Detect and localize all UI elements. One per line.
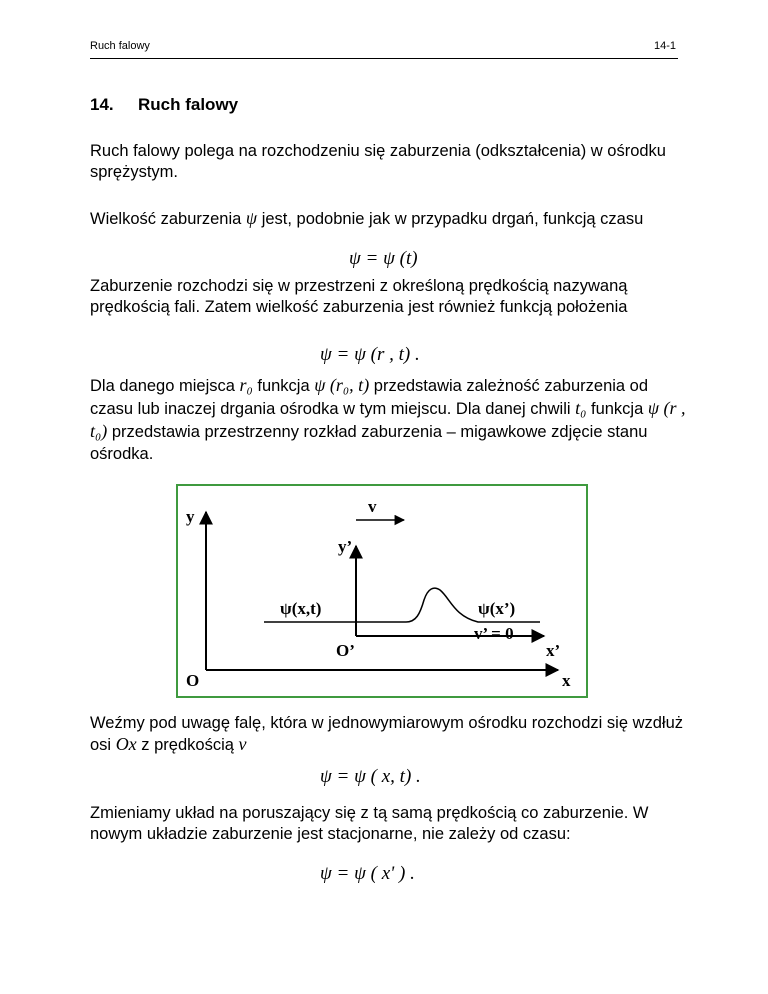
inline-math: v (238, 734, 247, 754)
header-divider (90, 58, 678, 59)
inline-math: t₀ (575, 398, 587, 418)
inline-math: r₀ (239, 375, 253, 395)
paragraph-text: jest, podobnie jak w przypadku drgań, funkcją czasu (261, 210, 644, 228)
paragraph-disturbance-time (90, 208, 690, 230)
paragraph-text: funkcja (591, 400, 644, 418)
label-y: y (186, 507, 195, 526)
paragraph-text: funkcja (257, 377, 310, 395)
inline-math: ψ (r , t₀) (90, 398, 686, 441)
paragraph-text: Dla danego miejsca (90, 377, 235, 395)
label-x: x (562, 671, 571, 690)
wave-diagram (178, 486, 586, 696)
label-o-prime: O’ (336, 641, 355, 660)
inline-math: ψ (r₀, t) (314, 375, 370, 395)
paragraph-intro: Ruch falowy polega na rozchodzeniu się zaburzenia (odkształcenia) w ośrodku sprężystym. (90, 142, 666, 181)
inline-math: ψ (245, 208, 258, 228)
paragraph-moving-frame: Zmieniamy układ na poruszający się z tą samą prędkością co zaburzenie. W nowym układzie zaburzenie jest stacjonarne, nie zależy od czasu: (90, 804, 649, 843)
label-x-prime: x’ (546, 641, 561, 660)
equation-psi-r-t: ψ = ψ (r , t) . (320, 344, 420, 365)
paragraph-text: przedstawia przestrzenny rozkład zaburzenia – migawkowe zdjęcie stanu ośrodka. (90, 423, 648, 463)
label-v-prime: v’ = 0 (474, 624, 514, 643)
section-heading (90, 95, 238, 115)
paragraph-wave-speed: Zaburzenie rozchodzi się w przestrzeni z określoną prędkością nazywaną prędkością fali. Zatem wielkość zaburzenia jest również funkcją położenia (90, 277, 628, 316)
paragraph-one-dimensional-wave (90, 713, 690, 756)
paragraph-text: Weźmy pod uwagę falę, która w jednowymiarowym ośrodku rozchodzi się wzdłuż osi (90, 714, 684, 754)
paragraph-text: przedstawia zależność zaburzenia od czasu lub inaczej drgania ośrodka w tym miejscu. Dla danej chwili (90, 377, 649, 418)
label-y-prime: y’ (338, 537, 353, 556)
equation-psi-x-t: ψ = ψ ( x, t) . (320, 766, 421, 787)
label-o: O (186, 671, 200, 690)
page-number: 14-1 (653, 40, 676, 52)
paragraph-location-time (90, 374, 690, 465)
paragraph-text: z prędkością (141, 736, 234, 754)
wave-frame-figure (176, 484, 588, 698)
inline-math: Ox (115, 734, 137, 754)
running-header-title: Ruch falowy (90, 40, 150, 52)
paragraph-text: Wielkość zaburzenia (90, 210, 242, 228)
label-psi-xt: ψ(x,t) (280, 599, 322, 618)
section-title: Ruch falowy (138, 95, 239, 114)
equation-psi-t: ψ = ψ (t) (349, 248, 418, 269)
section-number: 14. (90, 95, 114, 114)
label-psi-xprime: ψ(x’) (478, 599, 516, 618)
label-v: v (368, 497, 377, 516)
equation-psi-xprime: ψ = ψ ( x' ) . (320, 863, 415, 884)
